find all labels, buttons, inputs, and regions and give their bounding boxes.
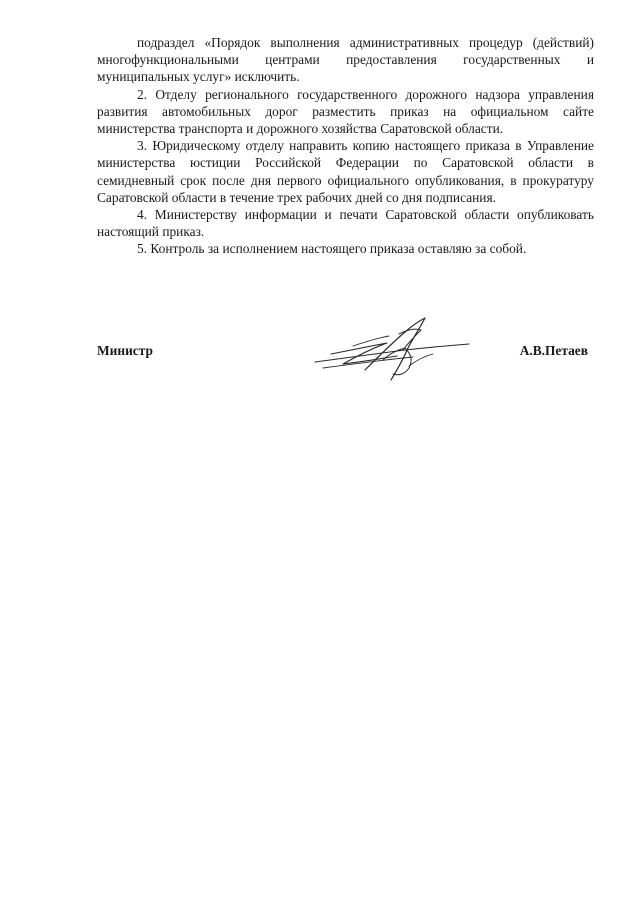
paragraph-item-5: 5. Контроль за исполнением настоящего приказа оставляю за собой.	[137, 241, 527, 257]
handwritten-signature	[313, 310, 471, 390]
signatory-title: Министр	[97, 343, 153, 358]
paragraph-item-3: 3. Юридическому отделу направить копию настоящего приказа в Управление министерства юстиции Российской Федерации по Саратовской области в семидневный срок после дня первого официального опубликования, в прокуратуру Саратовской области в течение трех рабочих дней со дня подписания.	[97, 138, 594, 205]
document-body	[97, 34, 594, 258]
paragraph-item-4: 4. Министерству информации и печати Саратовской области опубликовать настоящий приказ.	[97, 207, 594, 240]
signatory-name: А.В.Петаев	[519, 343, 588, 358]
paragraph-subsection-removal: подраздел «Порядок выполнения административных процедур (действий) многофункциональными центрами предоставления государственных и муниципальных услуг» исключить.	[97, 35, 594, 85]
paragraph-item-2: 2. Отделу регионального государственного дорожного надзора управления развития автомобильных дорог разместить приказ на официальном сайте министерства транспорта и дорожного хозяйства Саратовской области.	[97, 86, 594, 137]
signature-block	[97, 310, 594, 390]
